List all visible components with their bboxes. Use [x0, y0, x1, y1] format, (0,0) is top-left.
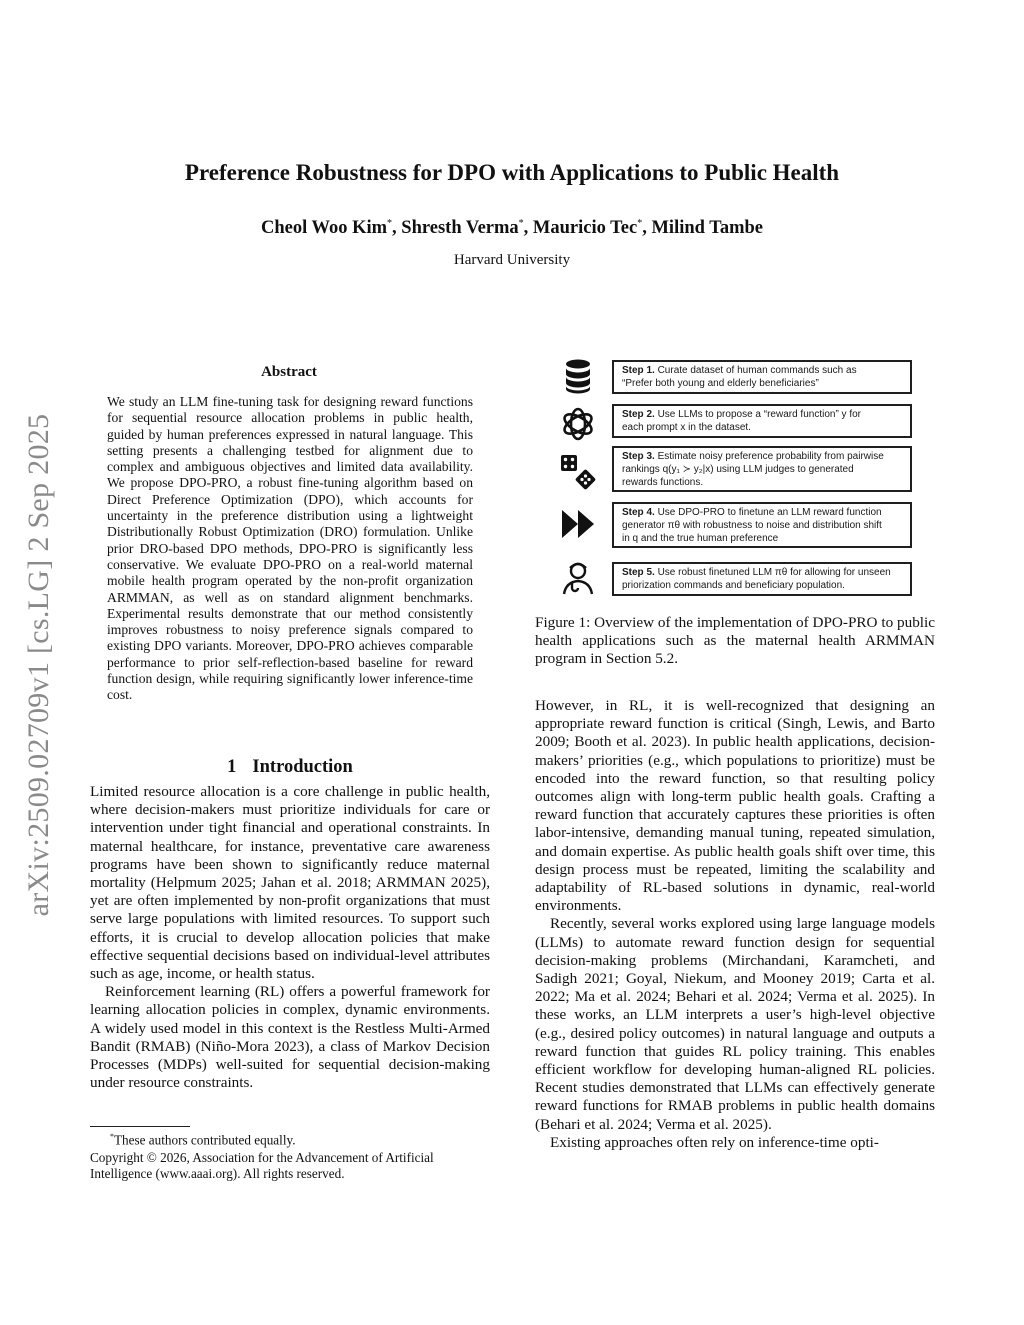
step-2-box: Step 2. Use LLMs to propose a “reward function” y for each prompt x in the dataset.: [612, 404, 912, 438]
footnote: These authors contributed equally.: [114, 1132, 296, 1148]
affiliation: Harvard University: [453, 252, 571, 268]
step-1-box: Step 1. Curate dataset of human commands such as “Prefer both young and elderly beneficiaries”: [612, 360, 912, 394]
paper-title: Preference Robustness for DPO with Applications to Public Health: [184, 160, 840, 185]
author-list: Cheol Woo Kim*, Shresth Verma*, Mauricio Tec*, Milind Tambe: [260, 218, 764, 239]
fast-forward-icon: [558, 504, 598, 544]
author: Cheol Woo Kim: [260, 218, 388, 239]
llm-knot-icon: [558, 404, 598, 444]
figure-1: [556, 356, 916, 602]
author: Shresth Verma: [401, 218, 519, 239]
health-worker-icon: [558, 556, 598, 596]
figure-caption: Figure 1: Overview of the implementation of DPO-PRO to public health applications such as the maternal health ARMMAN program in Section 5.2.: [535, 614, 935, 668]
paragraph: Existing approaches often rely on inference-time opti-: [550, 1133, 879, 1151]
intro-text: [90, 783, 490, 1092]
step-3-box: Step 3. Estimate noisy preference probability from pairwise rankings q(y₁ ≻ y₂|x) using LLM judges to generated rewards functions.: [612, 446, 912, 492]
author: Mauricio Tec: [532, 218, 638, 239]
section-heading: 1 Introduction: [227, 757, 353, 777]
arxiv-watermark: arXiv:2509.02709v1 [cs.LG] 2 Sep 2025: [22, 413, 55, 917]
abstract-heading: Abstract: [261, 364, 317, 380]
paragraph: Reinforcement learning (RL) offers a powerful framework for learning allocation policies in complex, dynamic environments. A widely used model in this context is the Restless Multi-Armed Bandit (RMAB) (Niño-Mora 2023), a class of Markov Decision Processes (MDPs) well-suited for sequential decision-making under resource constraints.: [90, 983, 490, 1092]
footnotes: *These authors contributed equally. Copyright © 2026, Association for the Advancement of Artificial Intelligence (www.aaai.org). All rights reserved.: [90, 1129, 490, 1182]
copyright-notice: Copyright © 2026, Association for the Advancement of Artificial Intelligence (www.aaai.org). All rights reserved.: [90, 1150, 434, 1182]
dice-icon: [558, 452, 598, 492]
right-column-text: [535, 697, 935, 1152]
author: Milind Tambe: [651, 218, 764, 239]
paragraph: Recently, several works explored using large language models (LLMs) to automate reward function design for sequential decision-making problems (Mirchandani, Karamcheti, and Sadigh 2021; Goyal, Niekum, and Mooney 2019; Carta et al. 2022; Ma et al. 2024; Behari et al. 2024; Verma et al. 2025). In these works, an LLM interprets a user’s high-level objective (e.g., desired policy outcomes) in natural language and outputs a reward function that guides RL policy training. This enables efficient workflow for developing human-aligned RL policies. Recent studies demonstrated that LLMs can effectively generate reward functions for RMAB problems in public health domains (Behari et al. 2024; Verma et al. 2025).: [535, 915, 935, 1133]
database-icon: [558, 356, 598, 396]
footnote-rule: [90, 1126, 190, 1127]
abstract-body: We study an LLM fine-tuning task for designing reward functions for sequential resource allocation problems in public health, guided by human preferences expressed in natural language. This setting presents a challenging testbed for alignment due to complex and ambiguous objectives and limited data availability. We propose DPO-PRO, a robust fine-tuning algorithm based on Direct Preference Optimization (DPO), which accounts for uncertainty in the preference distribution using a lightweight Distributionally Robust Optimization (DRO) formulation. Unlike prior DRO-based DPO methods, DPO-PRO is significantly less conservative. We evaluate DPO-PRO on a real-world maternal mobile health program operated by the non-profit organization ARMMAN, as well as on standard alignment benchmarks. Experimental results demonstrate that our method consistently improves robustness to noisy preference signals compared to existing DPO variants. Moreover, DPO-PRO achieves comparable performance to prior self-reflection-based baseline for reward function design, while requiring significantly lower inference-time cost.: [107, 394, 473, 703]
paragraph: Limited resource allocation is a core challenge in public health, where decision-makers must prioritize individuals for care or intervention under tight financial and operational constraints. In maternal healthcare, for instance, preventative care awareness programs have been shown to significantly reduce maternal mortality (Helpmum 2025; Jahan et al. 2018; ARMMAN 2025), yet are often implemented by non-profit organizations that must serve large populations with limited resources. To support such efforts, it is crucial to develop allocation policies that make effective sequential decisions based on individual-level attributes such as age, income, or health status.: [90, 783, 490, 983]
step-5-box: Step 5. Use robust finetuned LLM πθ for allowing for unseen priorization commands and beneficiary population.: [612, 562, 912, 596]
step-4-box: Step 4. Use DPO-PRO to finetune an LLM reward function generator πθ with robustness to noise and distribution shift in q and the true human preference: [612, 502, 912, 548]
paragraph: However, in RL, it is well-recognized that designing an appropriate reward function is critical (Singh, Lewis, and Barto 2009; Booth et al. 2023). In public health applications, decision-makers’ priorities (e.g., which populations to prioritize) must be encoded into the reward function, so that resulting policy outcomes align with long-term public health goals. Crafting a reward function that accurately captures these priorities is often labor-intensive, demanding manual tuning, repeated simulation, and domain expertise. As public health goals shift over time, this design process must be repeated, limiting the scalability and adaptability of RL-based solutions in dynamic, real-world environments.: [535, 697, 935, 915]
